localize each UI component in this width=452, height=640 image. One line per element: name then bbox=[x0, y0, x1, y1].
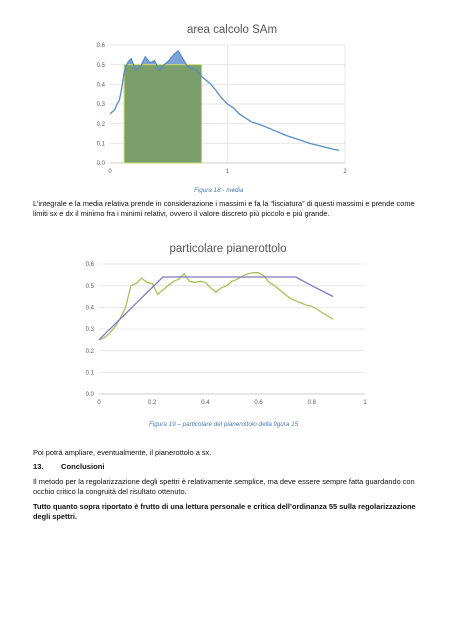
y-tick-label: 0.0 bbox=[85, 392, 94, 399]
chart2-title: particolare pianerottolo bbox=[169, 243, 287, 255]
section-title: Conclusioni bbox=[61, 462, 105, 471]
chart2-y-tick-labels bbox=[86, 262, 95, 398]
x-tick-label: 0 bbox=[97, 400, 101, 406]
section-number: 13. bbox=[33, 462, 44, 471]
y-tick-label: 0.5 bbox=[85, 283, 94, 290]
y-tick-label: 0.6 bbox=[85, 262, 94, 269]
x-tick-label: 2 bbox=[343, 169, 347, 175]
y-tick-label: 0.2 bbox=[85, 348, 94, 355]
chart2-x-tick-labels bbox=[97, 400, 367, 406]
spectrum-line bbox=[99, 273, 333, 340]
y-tick-label: 0.6 bbox=[96, 43, 105, 50]
figure-19-caption: Figura 19 – particolare del pianerottolo della figura 15 bbox=[149, 421, 299, 428]
y-tick-label: 0.0 bbox=[96, 161, 105, 168]
x-tick-label: 0.2 bbox=[148, 400, 157, 406]
chart2-gridlines bbox=[99, 264, 365, 394]
y-tick-label: 0.1 bbox=[85, 370, 94, 377]
regularized-line bbox=[99, 277, 333, 340]
paragraph-pianerottolo: Poi potrà ampliare, eventualmente, il pianerottolo a sx. bbox=[33, 448, 212, 457]
paragraph-conclusion-method: Il metodo per la regolarizzazione degli spettri è relativamente semplice, ma deve essere sempre fatta guardando con occhio critico la congruità del risultato ottenuto. bbox=[33, 477, 415, 497]
chart1-title: area calcolo SAm bbox=[186, 24, 278, 36]
y-tick-label: 0.3 bbox=[96, 102, 105, 109]
y-tick-label: 0.4 bbox=[85, 305, 94, 312]
x-tick-label: 0.4 bbox=[201, 400, 210, 406]
x-tick-label: 0 bbox=[108, 169, 112, 175]
y-tick-label: 0.5 bbox=[96, 62, 105, 69]
y-tick-label: 0.3 bbox=[85, 327, 94, 334]
paragraph-conclusion-final: Tutto quanto sopra riportato è frutto di una lettura personale e critica dell’ordinanza 55 sulla regolarizzazione degli spettri. bbox=[33, 502, 416, 522]
y-tick-label: 0.1 bbox=[96, 141, 105, 148]
x-tick-label: 1 bbox=[363, 400, 367, 406]
y-tick-label: 0.4 bbox=[96, 82, 105, 89]
figure-18-caption: Figura 18 - media bbox=[194, 187, 244, 194]
x-tick-label: 0.6 bbox=[254, 400, 263, 406]
paragraph-integral-description: L’integrale e la media relativa prende in considerazione i massimi e fa la “lisciatura” di questi massimi e prende come limiti sx e dx il minimo fra i minimi relativi, ovvero il valore discreto più piccolo e più grande. bbox=[33, 199, 415, 219]
x-tick-label: 1 bbox=[225, 169, 230, 175]
y-tick-label: 0.2 bbox=[96, 121, 105, 128]
x-tick-label: 0.8 bbox=[307, 400, 316, 406]
section-heading bbox=[33, 462, 104, 471]
chart2-series bbox=[99, 273, 333, 340]
